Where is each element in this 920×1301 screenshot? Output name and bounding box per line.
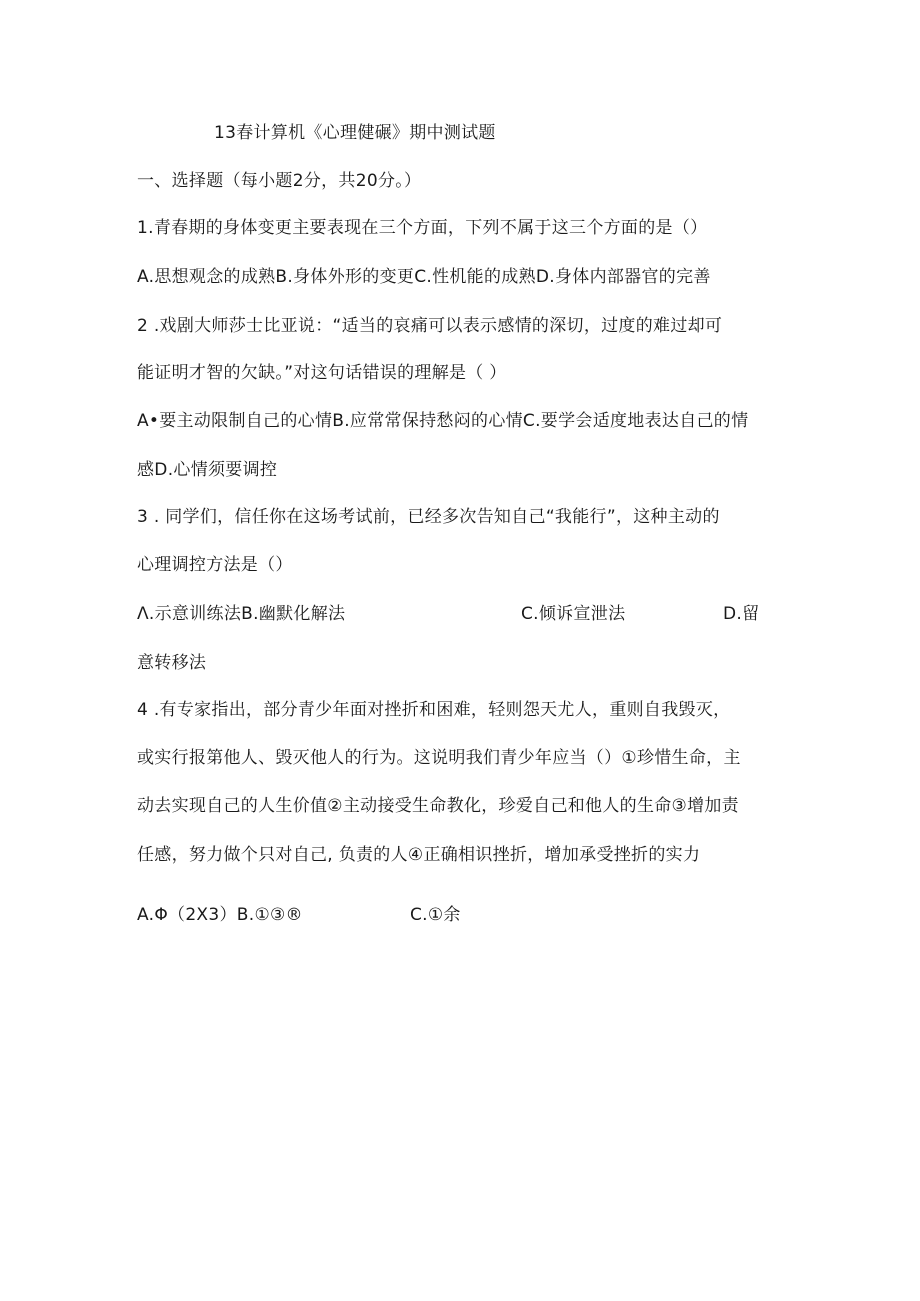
question-4-option-c: C.①余 <box>410 905 461 925</box>
page-title: 13春计算机《心理健碾》期中测试题 <box>214 123 496 143</box>
question-4-stem-line-2: 或实行报第他人、毁灭他人的行为。这说明我们青少年应当（）①珍惜生命，主 <box>137 748 741 768</box>
question-3-stem-line-2: 心理调控方法是（） <box>137 555 293 575</box>
question-1-options: A.思想观念的成熟B.身体外形的变更C.性机能的成熟D.身体内部器官的完善 <box>137 267 711 287</box>
question-4-options-ab: A.Φ（2X3）B.①③® <box>137 905 303 925</box>
question-1-stem: 1.青春期的身体变更主要表现在三个方面，下列不属于这三个方面的是（） <box>137 218 708 238</box>
question-4-stem-line-4: 任感，努力做个只对自己, 负责的人④正确相识挫折，增加承受挫折的实力 <box>137 845 701 865</box>
question-3-options-line-2: 意转移法 <box>137 653 207 673</box>
question-3-stem-line-1: 3 . 同学们，信任你在这场考试前，已经多次告知自己“我能行”，这种主动的 <box>137 507 720 527</box>
question-2-stem-line-1: 2 .戏剧大师莎士比亚说：“适当的哀痛可以表示感情的深切，过度的难过却可 <box>137 316 723 336</box>
question-2-options-line-2: 感D.心情须要调控 <box>137 460 278 480</box>
question-2-options-line-1: A•要主动限制自己的心情B.应常常保持愁闷的心情C.要学会适度地表达自己的情 <box>137 411 749 431</box>
question-4-stem-line-1: 4 .有专家指出，部分青少年面对挫折和困难，轻则怨天尤人，重则自我毁灭， <box>137 700 731 720</box>
section-heading: 一、选择题（每小题2分，共20分。） <box>137 171 422 191</box>
question-3-option-c: C.倾诉宣泄法 <box>521 604 626 624</box>
question-4-stem-line-3: 动去实现自己的人生价值②主动接受生命教化，珍爱自己和他人的生命③增加责 <box>137 796 739 816</box>
question-3-option-d: D.留 <box>723 604 760 624</box>
question-2-stem-line-2: 能证明才智的欠缺。”对这句话错误的理解是（ ） <box>137 363 507 383</box>
question-3-options-ab: Λ.示意训练法B.幽默化解法 <box>137 604 346 624</box>
